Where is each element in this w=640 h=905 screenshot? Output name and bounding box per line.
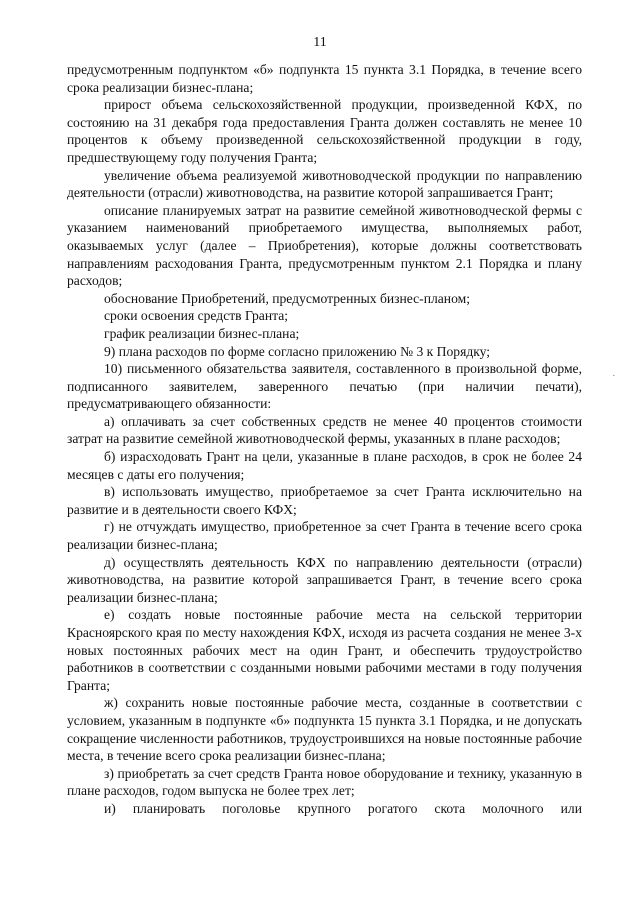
paragraph: 10) письменного обязательства заявителя, составленного в произвольной форме, подписанного заявителем, заверенного печатью (при наличии печати), предусматривающего обязанности:: [67, 361, 582, 412]
page-number: 11: [313, 35, 327, 50]
paragraph: график реализации бизнес-плана;: [104, 325, 300, 341]
paragraph: а) оплачивать за счет собственных средств не менее 40 процентов стоимости затрат на развитие семейной животноводческой фермы, указанных в плане расходов;: [67, 413, 582, 447]
paragraph: з) приобретать за счет средств Гранта новое оборудование и технику, указанную в плане расходов, годом выпуска не более трех лет;: [67, 765, 582, 799]
paragraph: 9) плана расходов по форме согласно приложению № 3 к Порядку;: [104, 343, 491, 359]
paragraph: сроки освоения средств Гранта;: [104, 308, 289, 324]
paragraph: прирост объема сельскохозяйственной продукции, произведенной КФХ, по состоянию на 31 декабря года предоставления Гранта должен составлять не менее 10 процентов к объему произведенной сельскохозяйственной продукции в году, предшествующему году получения Гранта;: [67, 97, 582, 165]
paragraph: обоснование Приобретений, предусмотренных бизнес-планом;: [104, 290, 470, 306]
paragraph: б) израсходовать Грант на цели, указанные в плане расходов, в срок не более 24 месяцев с даты его получения;: [67, 449, 582, 482]
paragraph: д) осуществлять деятельность КФХ по направлению деятельности (отрасли) животноводства, на развитие которой запрашивается Грант, в течение всего срока реализации бизнес-плана;: [67, 554, 582, 605]
paragraph: г) не отчуждать имущество, приобретенное за счет Гранта в течение всего срока реализации бизнес-плана;: [67, 519, 582, 553]
document-body: [67, 61, 582, 818]
paragraph: ж) сохранить новые постоянные рабочие места, созданные в соответствии с условием, указанным в подпункте «б» подпункта 15 пункта 3.1 Порядка, и не допускать сокращение численности работников, трудоустроившихся на новые постоянные рабочие места, в течение всего срока реализации бизнес-плана;: [67, 695, 582, 764]
paragraph: описание планируемых затрат на развитие семейной животноводческой фермы с указанием наименований приобретаемого имущества, выполняемых работ, оказываемых услуг (далее – Приобретения), которые должны соответствовать направлениям расходования Гранта, предусмотренным пунктом 2.1 Порядка и плану расходов;: [67, 202, 582, 289]
paragraph: предусмотренным подпунктом «б» подпункта 15 пункта 3.1 Порядка, в течение всего срока реализации бизнес-плана;: [67, 62, 582, 95]
paragraph: е) создать новые постоянные рабочие места на сельской территории Красноярского края по месту нахождения КФХ, исходя из расчета создания не менее 3-х новых постоянных рабочих мест на один Грант, и обеспечить трудоустройство работников в соответствии с созданными новыми рабочими местами в году получения Гранта;: [67, 607, 582, 693]
paragraph: и) планировать поголовье крупного рогатого скота молочного или: [104, 800, 582, 816]
paragraph: в) использовать имущество, приобретаемое за счет Гранта исключительно на развитие и в деятельности своего КФХ;: [67, 484, 582, 517]
paragraph: увеличение объема реализуемой животноводческой продукции по направлению деятельности (отрасли) животноводства, на развитие которой запрашивается Грант;: [67, 167, 582, 201]
margin-mark: ·: [612, 370, 616, 382]
